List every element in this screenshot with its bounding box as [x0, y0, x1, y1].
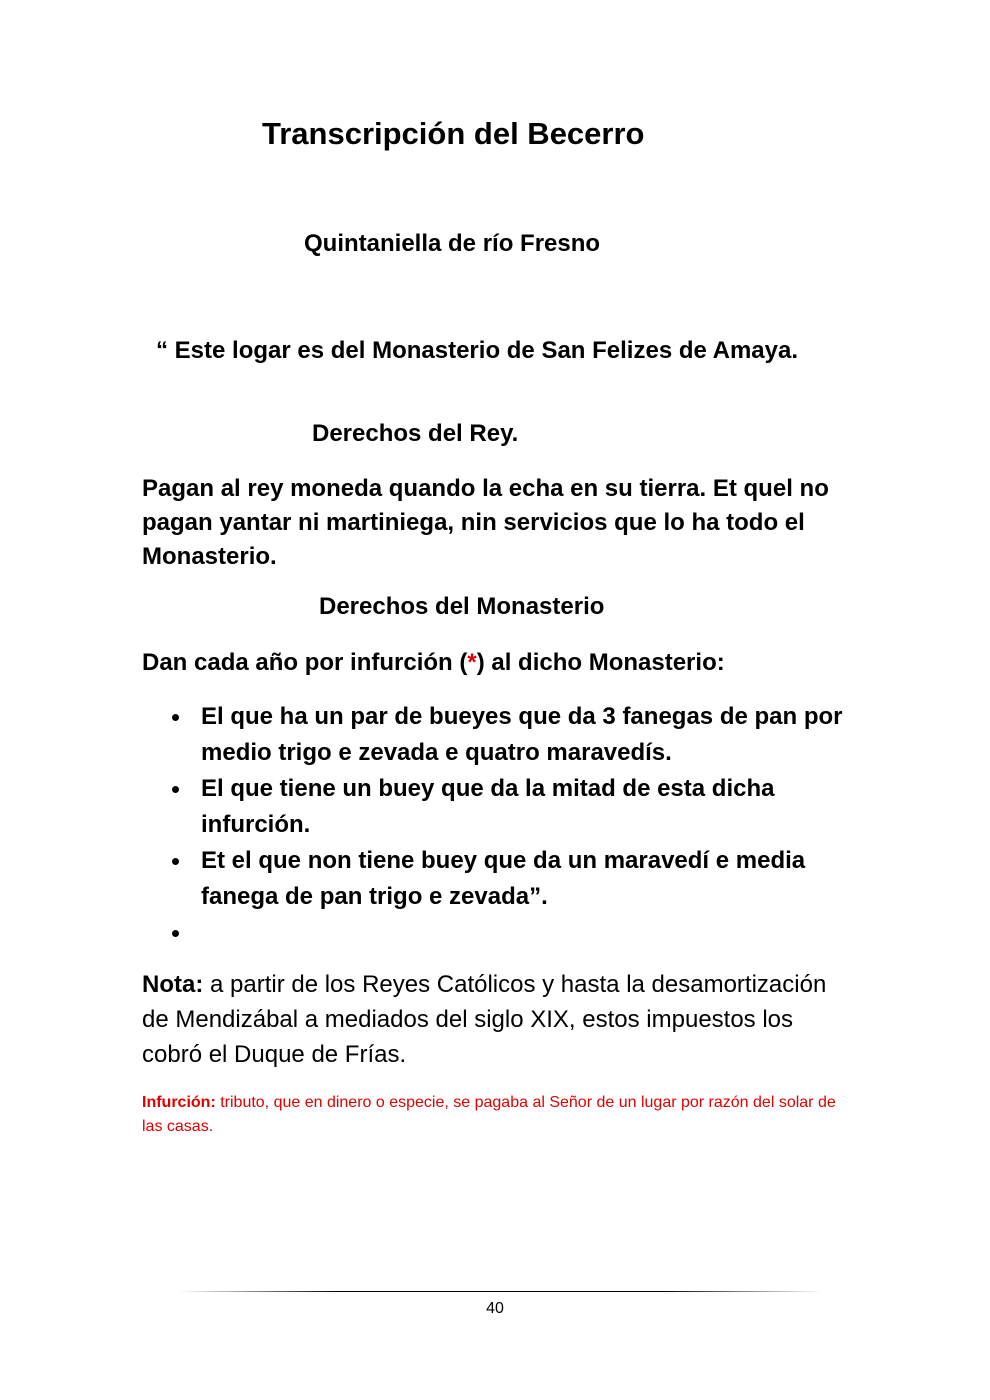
page-number: 40 [486, 1300, 504, 1317]
list-item-text: El que tiene un buey que da la mitad de esta dicha infurción. [201, 775, 775, 838]
list-item [142, 843, 854, 915]
duties-list [142, 699, 854, 951]
footnote-label: Infurción: [142, 1094, 216, 1111]
list-item-text: El que ha un par de bueyes que da 3 fanegas de pan por medio trigo e zevada e quatro maravedís. [201, 703, 843, 766]
page-subtitle: Quintaniella de río Fresno [304, 230, 601, 257]
section-heading-monasterio: Derechos del Monasterio [319, 593, 605, 620]
lead-text-after: ) al dicho Monasterio: [476, 649, 725, 676]
nota-label: Nota: [142, 971, 204, 998]
nota-text: a partir de los Reyes Católicos y hasta la desamortización de Mendizábal a mediados del siglo XIX, estos impuestos los cobró el Duque de Frías. [142, 971, 827, 1068]
footnote [142, 1091, 854, 1139]
intro-paragraph: “ Este logar es del Monasterio de San Felizes de Amaya. [156, 337, 798, 364]
monasterio-lead-paragraph [142, 646, 854, 680]
bullet-icon [172, 930, 179, 937]
footnote-asterisk: * [467, 649, 477, 676]
rey-paragraph: Pagan al rey moneda quando la echa en su tierra. Et quel no pagan yantar ni martiniega, nin servicios que lo ha todo el Monasterio. [142, 475, 829, 570]
lead-text-before: Dan cada año por infurción ( [142, 649, 468, 676]
bullet-icon [172, 714, 179, 721]
page-title: Transcripción del Becerro [262, 116, 645, 151]
list-item-empty [142, 915, 854, 951]
list-item-text: Et el que non tiene buey que da un maravedí e media fanega de pan trigo e zevada”. [201, 847, 806, 910]
footnote-text: tributo, que en dinero o especie, se pagaba al Señor de un lugar por razón del solar de las casas. [142, 1094, 836, 1135]
bullet-icon [172, 786, 179, 793]
list-item [142, 699, 854, 771]
section-heading-rey: Derechos del Rey. [312, 420, 519, 447]
list-item [142, 771, 854, 843]
footer-divider [178, 1291, 823, 1292]
bullet-icon [172, 858, 179, 865]
nota-paragraph [142, 967, 854, 1072]
